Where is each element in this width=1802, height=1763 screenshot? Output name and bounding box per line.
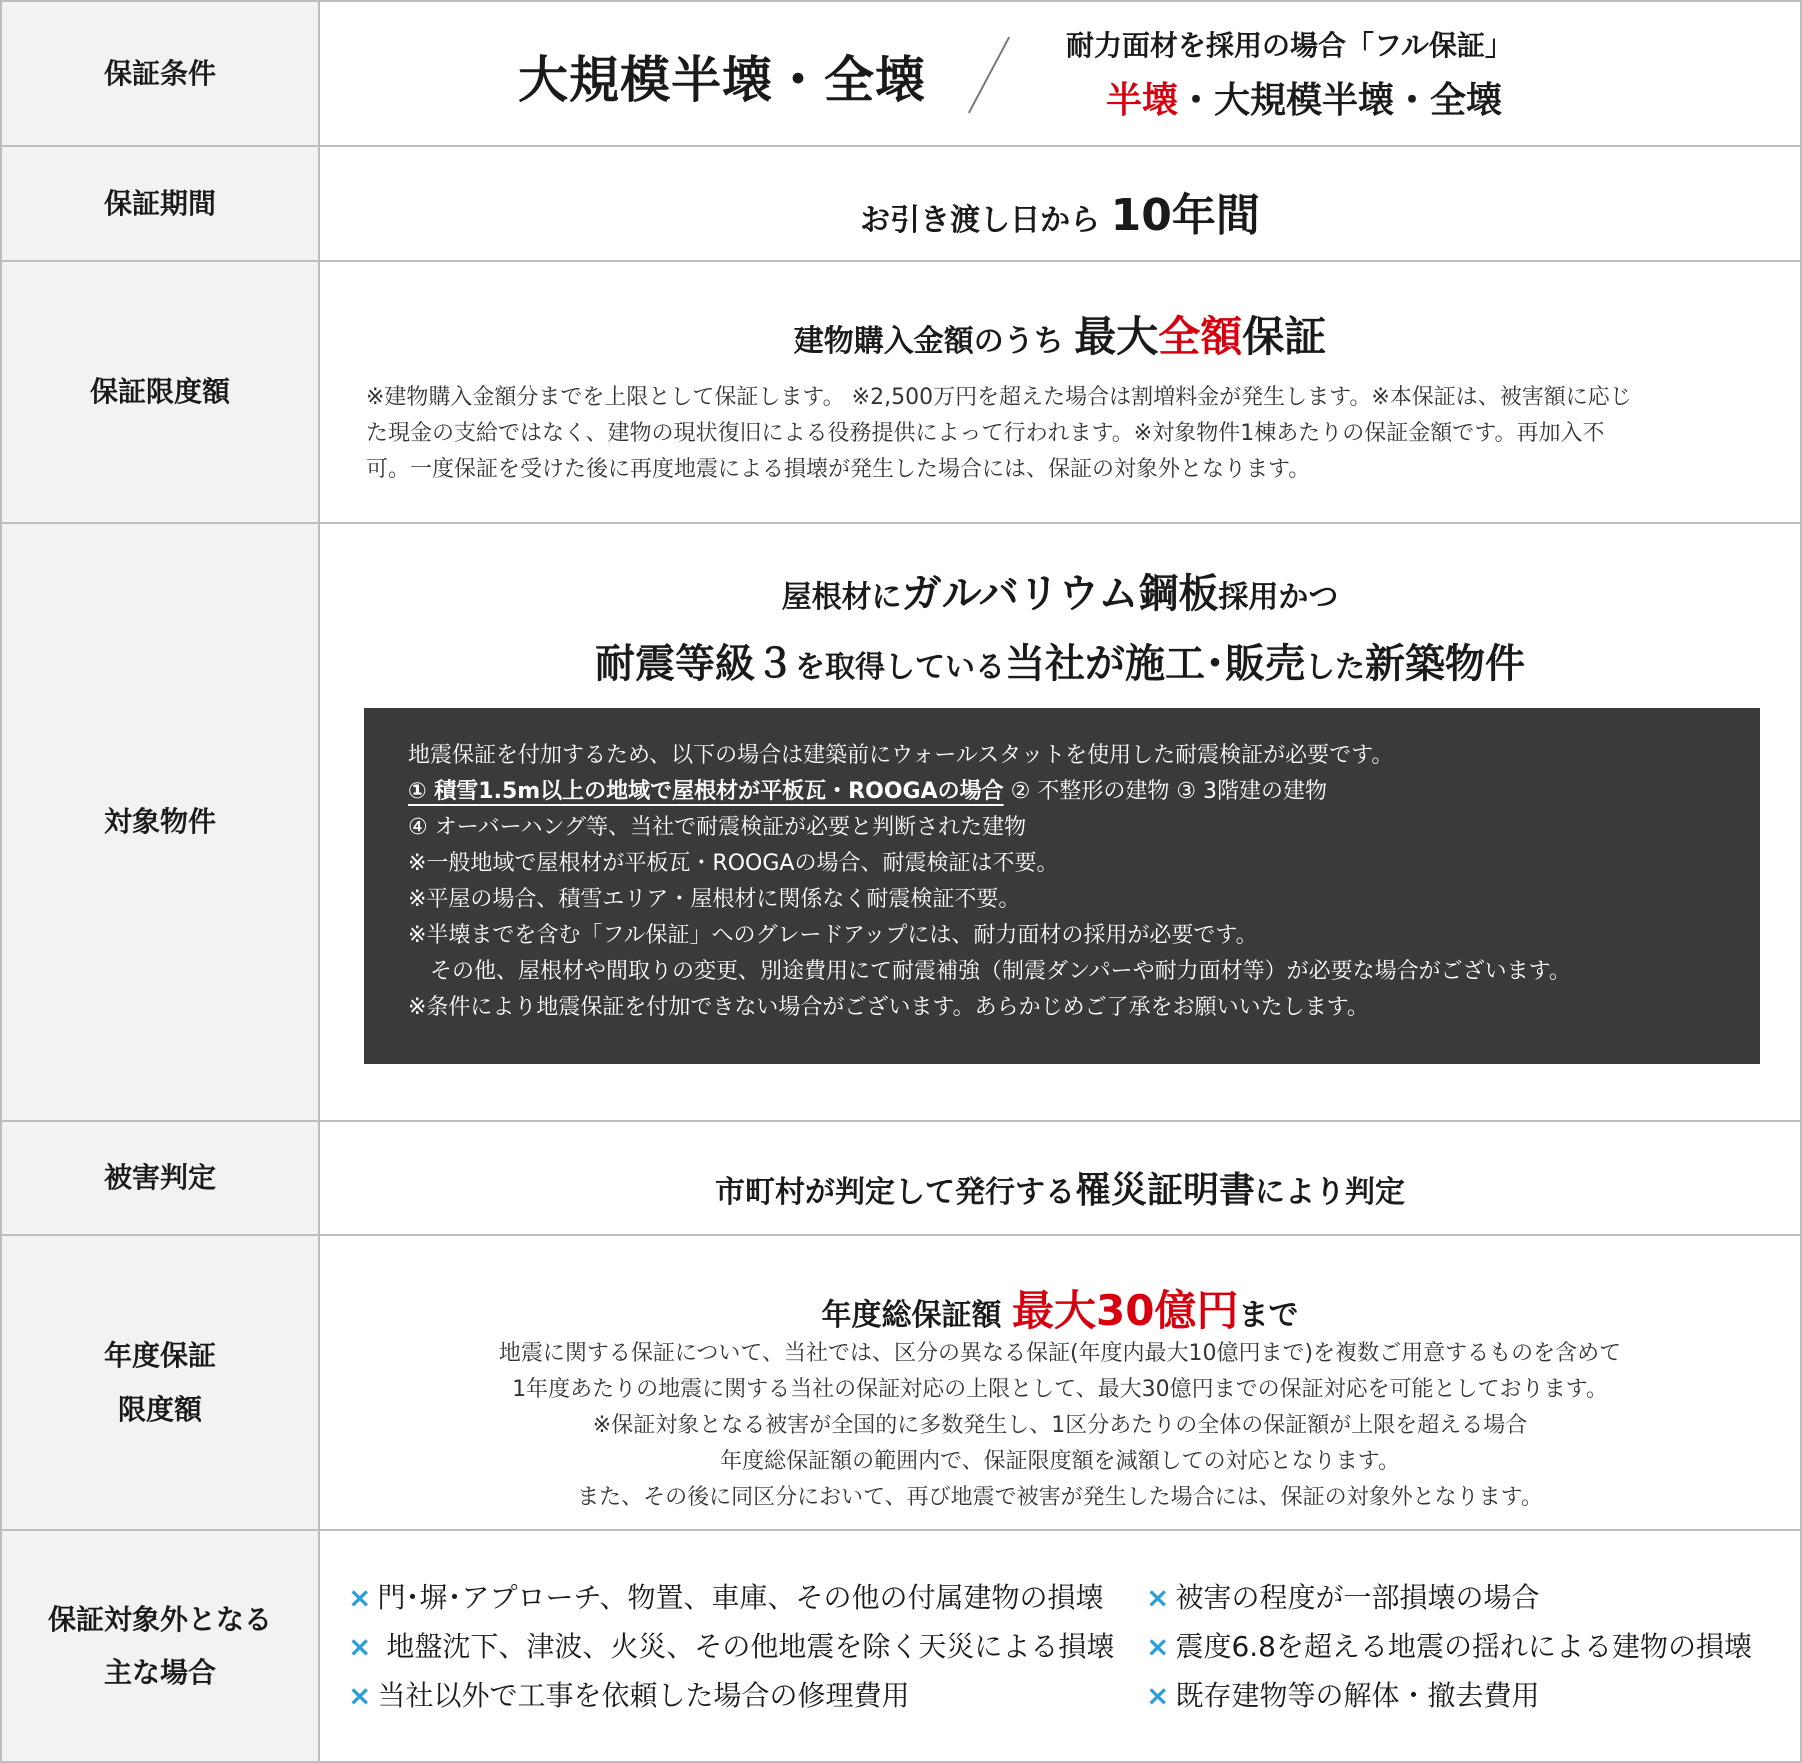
- row-label: 保証条件: [0, 2, 320, 145]
- limit-headline: 建物購入金額のうち 最大全額保証: [793, 312, 1327, 361]
- annual-notes: 地震に関する保証について、当社では、区分の異なる保証(年度内最大10億円まで)を複数ご用意するものを含めて 1年度あたりの地震に関する当社の保証対応の上限として、最大30億円までの保証対応を可能としております。 ※保証対象となる被害が全国的に多数発生し、1区分あたりの全体の保証額が上限を超える場合 年度総保証額の範囲内で、保証限度額を減額しての対応となります。 また、その後に同区分において、再び地震で被害が発生した場合には、保証の対象外となります。: [498, 1341, 1622, 1510]
- target-line-2: 耐震等級３を取得している当社が施工･販売した新築物件: [595, 641, 1525, 687]
- annual-headline: 年度総保証額 最大30億円まで: [821, 1286, 1299, 1335]
- row-label: 保証限度額: [0, 262, 320, 522]
- condition-main: 大規模半壊・全壊: [518, 51, 926, 109]
- row-content: [320, 1236, 1802, 1529]
- row-annual: [0, 1234, 1802, 1529]
- row-period: [0, 145, 1802, 260]
- row-condition: [0, 0, 1802, 145]
- row-label: 年度保証 限度額: [0, 1236, 320, 1529]
- row-content: [320, 1531, 1802, 1761]
- row-limit: [0, 260, 1802, 522]
- list-item: × 震度6.8を超える地震の揺れによる建物の損壊: [1146, 1630, 1753, 1663]
- cross-icon: ×: [1146, 1630, 1170, 1663]
- condition-alt-title: 耐力面材を採用の場合「フル保証」: [1066, 29, 1513, 62]
- row-exclusions: [0, 1529, 1802, 1763]
- notice-box: 地震保証を付加するため、以下の場合は建築前にウォールスタットを使用した耐震検証が必要です。 ① 積雪1.5m以上の地域で屋根材が平板瓦・ROOGAの場合 ② 不整形の建物 ③ 3階建の建物 ④ オーバーハング等、当社で耐震検証が必要と判断された建物 ※一般地域で屋根材が平板瓦・ROOGAの場合、耐震検証は不要。 ※平屋の場合、積雪エリア・屋根材に関係なく耐震検証不要。 ※半壊までを含む「フル保証」へのグレードアップには、耐力面材の採用が必要です。 その他、屋根材や間取りの変更、別途費用にて耐震補強（制震ダンパーや耐力面材等）が必要な場合がございます。 ※条件により地震保証を付加できない場合がございます。あらかじめご了承をお願いいたします。: [364, 708, 1760, 1064]
- slash-divider: [968, 37, 1010, 114]
- list-item: × 地盤沈下、津波、火災、その他地震を除く天災による損壊: [348, 1630, 1115, 1663]
- row-content: [320, 262, 1802, 522]
- row-label: 保証対象外となる 主な場合: [0, 1531, 320, 1761]
- row-label: 対象物件: [0, 524, 320, 1120]
- list-item: × 既存建物等の解体・撤去費用: [1146, 1679, 1540, 1712]
- row-label: 保証期間: [0, 147, 320, 260]
- row-label: 被害判定: [0, 1122, 320, 1234]
- row-content: [320, 524, 1802, 1120]
- list-item: × 被害の程度が一部損壊の場合: [1146, 1581, 1540, 1614]
- cross-icon: ×: [348, 1581, 372, 1614]
- condition-alt-scope: 半壊・大規模半壊・全壊: [1106, 80, 1503, 121]
- limit-notes: ※建物購入金額分までを上限として保証します。 ※2,500万円を超えた場合は割増料金が発生します。※本保証は、被害額に応じ た現金の支給ではなく、建物の現状復旧による役務提供によって行われます。※対象物件1棟あたりの保証金額です。再加入不 可。一度保証を受けた後に再度地震による損壊が発生した場合には、保証の対象外となります。: [366, 385, 1632, 482]
- exclusions-right: [1146, 1573, 1752, 1720]
- row-content: [320, 147, 1802, 260]
- list-item: × 当社以外で工事を依頼した場合の修理費用: [348, 1679, 910, 1712]
- cross-icon: ×: [1146, 1679, 1170, 1712]
- cross-icon: ×: [348, 1679, 372, 1712]
- row-damage: [0, 1120, 1802, 1234]
- exclusions-left: [348, 1573, 1114, 1720]
- row-content: [320, 2, 1802, 145]
- cross-icon: ×: [348, 1630, 372, 1663]
- target-line-1: 屋根材にガルバリウム鋼板採用かつ: [781, 571, 1339, 617]
- period-text: お引き渡し日から 10年間: [860, 190, 1260, 241]
- row-target: [0, 522, 1802, 1120]
- row-content: [320, 1122, 1802, 1234]
- cross-icon: ×: [1146, 1581, 1170, 1614]
- damage-text: 市町村が判定して発行する罹災証明書により判定: [714, 1170, 1405, 1211]
- list-item: × 門･塀･アプローチ、物置、車庫、その他の付属建物の損壊: [348, 1581, 1104, 1614]
